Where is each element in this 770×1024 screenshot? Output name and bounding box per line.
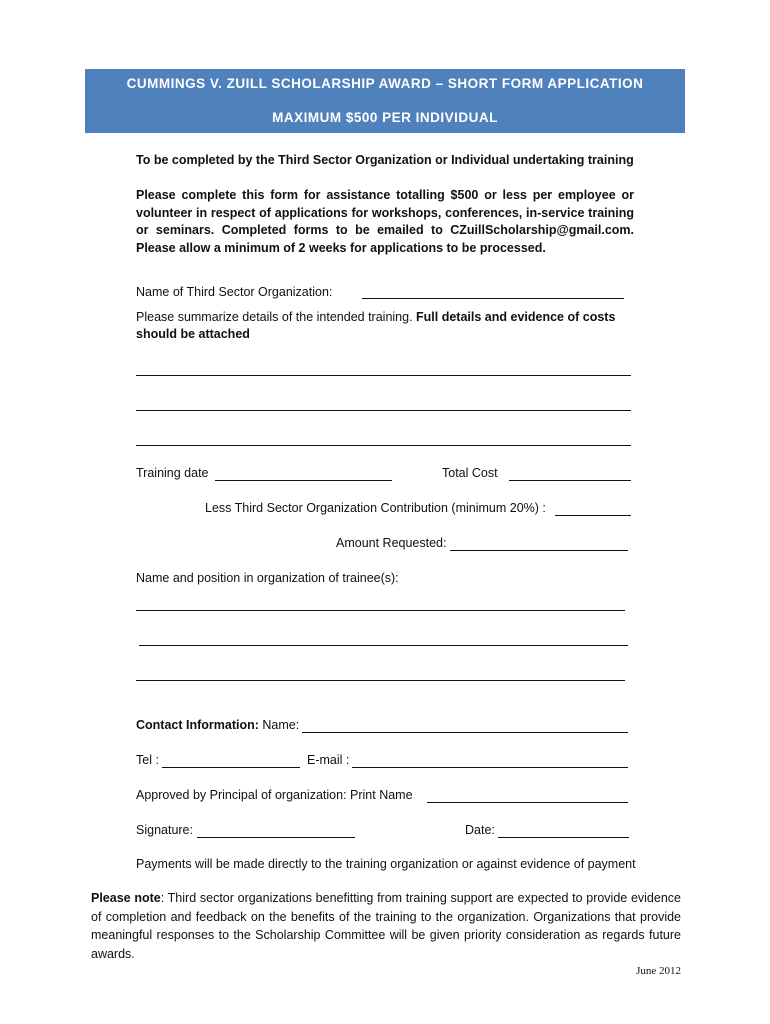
contact-label: Contact Information: [136,718,259,732]
training-details-label [136,309,626,343]
total-cost-label: Total Cost [442,466,498,480]
tel-label: Tel : [136,753,159,767]
form-title: CUMMINGS V. ZUILL SCHOLARSHIP AWARD – SHORT FORM APPLICATION [126,76,644,91]
instructions-paragraph: Please complete this form for assistance totalling $500 or less per employee or volunteer in respect of applications for workshops, conferences, in-service training or seminars. Completed forms to be emailed to CZuillScholarship@gmail.com. Please allow a minimum of 2 weeks for applications to be processed. [136,188,634,255]
form-subtitle: MAXIMUM $500 PER INDIVIDUAL [272,110,498,125]
signature-field[interactable] [197,837,355,838]
footer-date: June 2012 [636,965,681,977]
trainee-line-3[interactable] [136,680,625,681]
amount-requested-field[interactable] [450,550,628,551]
trainee-line-1[interactable] [136,610,625,611]
approved-label: Approved by Principal of organization: Print Name [136,788,413,802]
training-details-line-3[interactable] [136,445,631,446]
org-name-field[interactable] [362,298,624,299]
contact-row [136,717,299,734]
name-label: Name: [262,718,300,732]
email-field[interactable] [352,767,628,768]
form-header-banner [85,69,685,133]
contact-name-field[interactable] [302,732,628,733]
date-label: Date: [465,823,495,837]
total-cost-field[interactable] [509,480,631,481]
email-label: E-mail : [307,753,350,767]
trainee-line-2[interactable] [139,645,628,646]
training-details-line-2[interactable] [136,410,631,411]
tel-field[interactable] [162,767,300,768]
trainee-label: Name and position in organization of trainee(s): [136,571,399,585]
training-date-field[interactable] [215,480,392,481]
contribution-field[interactable] [555,515,631,516]
note-text: : Third sector organizations benefitting from training support are expected to provide evidence of completion and feedback on the benefits of the training to the organization. Organizations that provide meaningful responses to the Scholarship Committee will be given priority consideration as regards future awards. [91,891,681,961]
org-name-label: Name of Third Sector Organization: [136,285,333,299]
completed-by-text: To be completed by the Third Sector Organization or Individual undertaking training [136,153,634,167]
approved-name-field[interactable] [427,802,628,803]
signature-label: Signature: [136,823,193,837]
payments-text: Payments will be made directly to the training organization or against evidence of payment [136,857,636,871]
training-details-line-1[interactable] [136,375,631,376]
training-details-bold-text: Full details and evidence of costs should be attached [136,310,616,341]
note-label: Please note [91,891,161,905]
date-field[interactable] [498,837,629,838]
note-paragraph [91,889,681,963]
amount-requested-label: Amount Requested: [336,536,447,550]
contribution-label: Less Third Sector Organization Contribution (minimum 20%) : [205,501,546,515]
training-details-text: Please summarize details of the intended training. [136,310,413,324]
training-date-label: Training date [136,466,209,480]
